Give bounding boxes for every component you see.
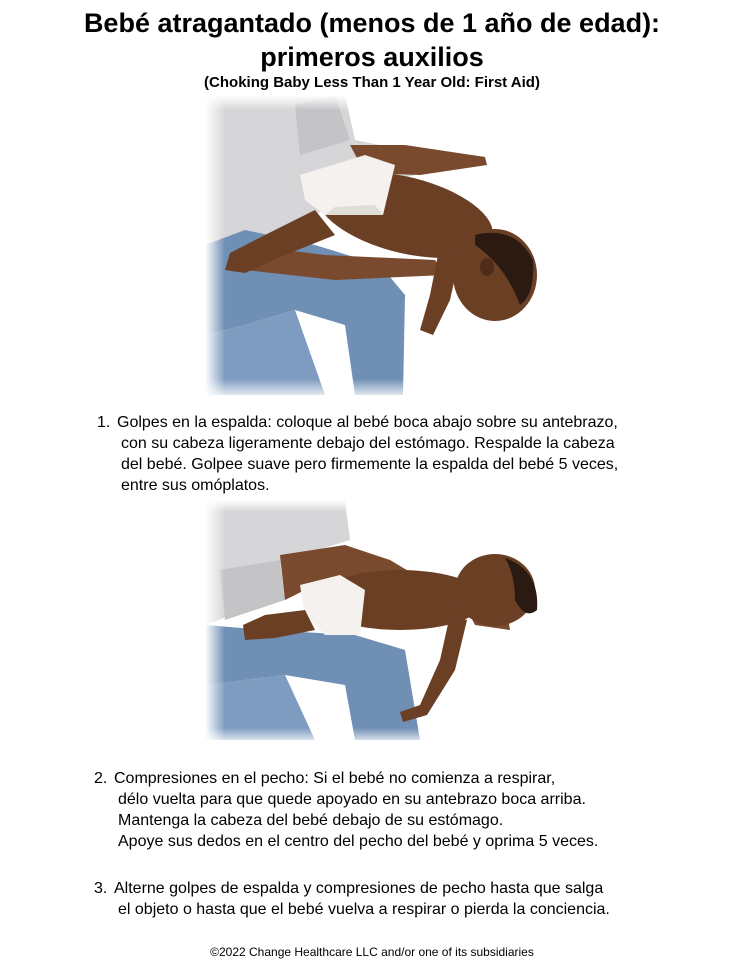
- step-3-alternate: [94, 878, 610, 920]
- copyright-footer: ©2022 Change Healthcare LLC and/or one of its subsidiaries: [210, 945, 534, 959]
- step-2-text-1: Compresiones en el pecho: Si el bebé no comienza a respirar,: [114, 770, 556, 787]
- chest-compressions-illustration: [205, 500, 540, 745]
- step-1-line-1: [97, 412, 618, 433]
- step-3-number: 3.: [94, 880, 108, 897]
- step-1-text-1: Golpes en la espalda: coloque al bebé boca abajo sobre su antebrazo,: [117, 414, 618, 431]
- step-3-line-1: [94, 878, 610, 899]
- step-2-line-4: Apoye sus dedos en el centro del pecho del bebé y oprima 5 veces.: [118, 833, 599, 850]
- step-1-line-4: entre sus omóplatos.: [121, 477, 270, 494]
- step-1-line-3: del bebé. Golpee suave pero firmemente la espalda del bebé 5 veces,: [121, 456, 619, 473]
- page-title: [0, 6, 744, 74]
- step-1-number: 1.: [97, 414, 111, 431]
- step-1-back-blows: [97, 412, 618, 496]
- step-2-line-3: Mantenga la cabeza del bebé debajo de su estómago.: [118, 812, 504, 829]
- step-1-line-2: con su cabeza ligeramente debajo del estómago. Respalde la cabeza: [121, 435, 615, 452]
- step-2-number: 2.: [94, 770, 108, 787]
- title-line-1: Bebé atragantado (menos de 1 año de edad):: [83, 8, 661, 38]
- step-3-line-2: el objeto o hasta que el bebé vuelva a respirar o pierda la conciencia.: [118, 901, 610, 918]
- step-3-text-1: Alterne golpes de espalda y compresiones de pecho hasta que salga: [114, 880, 604, 897]
- step-2-line-2: délo vuelta para que quede apoyado en su antebrazo boca arriba.: [118, 791, 586, 808]
- title-line-2: primeros auxilios: [260, 42, 484, 72]
- step-2-line-1: [94, 768, 598, 789]
- step-2-chest-compressions: [94, 768, 598, 852]
- page-subtitle: (Choking Baby Less Than 1 Year Old: First Aid): [204, 74, 540, 91]
- back-blows-illustration: [205, 95, 540, 400]
